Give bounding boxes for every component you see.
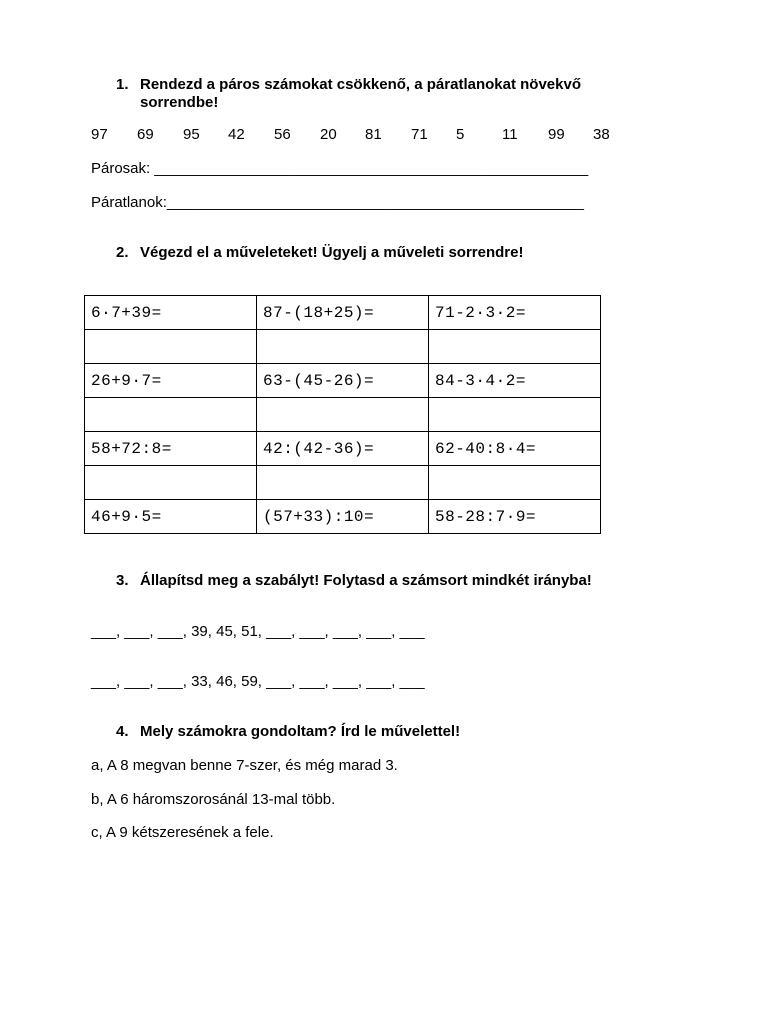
- sequence-1: ___, ___, ___, 39, 45, 51, ___, ___, ___, ___, ___: [91, 623, 425, 640]
- task3-title: Állapítsd meg a szabályt! Folytasd a számsort mindkét irányba!: [140, 572, 592, 589]
- task3-heading: [116, 572, 676, 592]
- table-cell: 87-(18+25)=: [257, 296, 429, 330]
- number-item: 95: [183, 126, 200, 143]
- task4-item-a: a, A 8 megvan benne 7-szer, és még marad 3.: [91, 757, 398, 774]
- task4-number: 4.: [116, 723, 129, 740]
- number-item: 69: [137, 126, 154, 143]
- table-cell: 58+72:8=: [85, 432, 257, 466]
- task1-number: 1.: [116, 76, 129, 93]
- answer-cell[interactable]: [257, 466, 429, 500]
- answer-cell[interactable]: [257, 398, 429, 432]
- table-cell: 26+9·7=: [85, 364, 257, 398]
- answer-cell[interactable]: [85, 398, 257, 432]
- number-item: 97: [91, 126, 108, 143]
- table-cell: 6·7+39=: [85, 296, 257, 330]
- answer-cell[interactable]: [429, 466, 601, 500]
- even-answer-line: Párosak: ____________________________________________________: [91, 160, 589, 177]
- task4-item-b: b, A 6 háromszorosánál 13-mal több.: [91, 791, 336, 808]
- task1-title: Rendezd a páros számokat csökkenő, a páratlanokat növekvő sorrendbe!: [140, 76, 581, 111]
- task1-heading: [116, 76, 636, 116]
- table-cell: 84-3·4·2=: [429, 364, 601, 398]
- odd-answer-line: Páratlanok:__________________________________________________: [91, 194, 584, 211]
- operations-table: [84, 295, 601, 534]
- number-item: 99: [548, 126, 565, 143]
- table-row-answer: [85, 466, 601, 500]
- task3-number: 3.: [116, 572, 129, 589]
- table-row-answer: [85, 398, 601, 432]
- number-item: 20: [320, 126, 337, 143]
- table-cell: 62-40:8·4=: [429, 432, 601, 466]
- table-row: [85, 432, 601, 466]
- table-cell: (57+33):10=: [257, 500, 429, 534]
- table-row-answer: [85, 330, 601, 364]
- number-item: 11: [502, 126, 518, 143]
- task4-heading: [116, 723, 636, 743]
- number-item: 5: [456, 126, 465, 143]
- task4-item-c: c, A 9 kétszeresének a fele.: [91, 824, 274, 841]
- table-row: [85, 364, 601, 398]
- answer-cell[interactable]: [429, 330, 601, 364]
- number-item: 38: [593, 126, 610, 143]
- sequence-2: ___, ___, ___, 33, 46, 59, ___, ___, ___, ___, ___: [91, 673, 425, 690]
- table-cell: 71-2·3·2=: [429, 296, 601, 330]
- table-cell: 63-(45-26)=: [257, 364, 429, 398]
- answer-cell[interactable]: [85, 466, 257, 500]
- task2-heading: [116, 244, 636, 264]
- answer-cell[interactable]: [429, 398, 601, 432]
- table-cell: 46+9·5=: [85, 500, 257, 534]
- number-list: [0, 126, 768, 146]
- table-row: [85, 296, 601, 330]
- answer-cell[interactable]: [257, 330, 429, 364]
- number-item: 42: [228, 126, 245, 143]
- table-row: [85, 500, 601, 534]
- task4-title: Mely számokra gondoltam? Írd le művelettel!: [140, 723, 461, 740]
- number-item: 81: [365, 126, 382, 143]
- task2-title: Végezd el a műveleteket! Ügyelj a műveleti sorrendre!: [140, 244, 524, 261]
- number-item: 71: [411, 126, 428, 143]
- task2-number: 2.: [116, 244, 129, 261]
- table-cell: 58-28:7·9=: [429, 500, 601, 534]
- number-item: 56: [274, 126, 291, 143]
- answer-cell[interactable]: [85, 330, 257, 364]
- table-cell: 42:(42-36)=: [257, 432, 429, 466]
